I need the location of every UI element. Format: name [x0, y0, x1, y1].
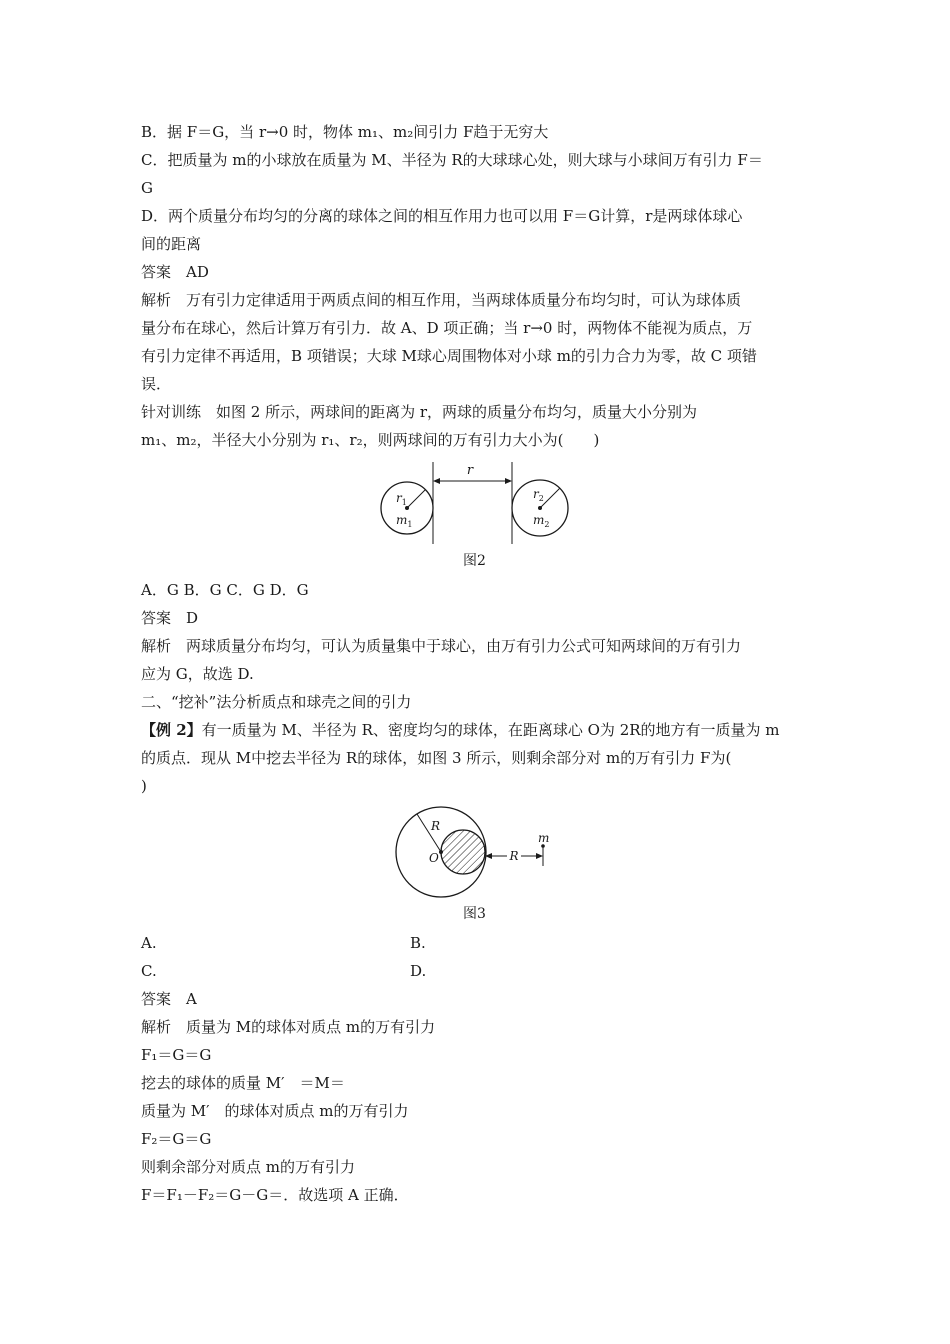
analysis-3-line-4: 质量为 M′ 的球体对质点 m的万有引力 — [141, 1102, 409, 1120]
analysis-3-line-6: 则剩余部分对质点 m的万有引力 — [141, 1158, 355, 1176]
analysis-1-line-2: 量分布在球心，然后计算万有引力．故 A、D 项正确；当 r→0 时，两物体不能视为质点，万 — [141, 319, 753, 337]
analysis-3-line-3: 挖去的球体的质量 M′ ＝M＝ — [141, 1074, 345, 1092]
option-d-text: D．两个质量分布均匀的分离的球体之间的相互作用力也可以用 F＝G计算，r是两球体球心 — [141, 207, 743, 225]
arrowhead-left — [433, 478, 440, 484]
label-r1: $r_1$ — [396, 491, 407, 507]
cavity-sphere — [441, 830, 485, 874]
example-2-line-3: ) — [141, 777, 147, 795]
option-c-text: C．把质量为 m的小球放在质量为 M、半径为 R的大球球心处，则大球与小球间万有引力 F＝ — [141, 151, 763, 169]
analysis-2-line-1: 解析 两球质量分布均匀，可认为质量集中于球心，由万有引力公式可知两球间的万有引力 — [141, 637, 742, 655]
analysis-2-line-2: 应为 G，故选 D. — [141, 665, 254, 683]
answer-3: 答案 A — [141, 990, 197, 1008]
section-heading-2: 二、“挖补”法分析质点和球壳之间的引力 — [141, 693, 412, 711]
label-m: m — [538, 831, 550, 845]
example-2-line-1 — [141, 720, 780, 740]
label-m2: $m_2$ — [533, 513, 550, 529]
label-m1: $m_1$ — [396, 513, 413, 529]
example-2-line-2: 的质点．现从 M中挖去半径为 R的球体，如图 3 所示，则剩余部分对 m的万有引力 F为( — [141, 749, 732, 767]
analysis-1-line-3: 有引力定律不再适用，B 项错误；大球 M球心周围物体对小球 m的引力合力为零，故 C 项错 — [141, 347, 757, 365]
analysis-1-line-1: 解析 万有引力定律适用于两质点间的相互作用，当两球体质量分布均匀时，可认为球体质 — [141, 291, 742, 309]
answer-2: 答案 D — [141, 609, 199, 627]
option-b-text: B．据 F＝G，当 r→0 时，物体 m₁、m₂间引力 F趋于无穷大 — [141, 123, 549, 141]
option-c-text-cont: G — [141, 179, 153, 197]
figure-3-caption: 图3 — [463, 906, 486, 922]
option-d-text-cont: 间的距离 — [141, 235, 202, 253]
example-2-tag: 【例 2】 — [141, 721, 202, 739]
label-r2: $r_2$ — [533, 487, 544, 503]
answer-1: 答案 AD — [141, 263, 209, 281]
figure-2 — [370, 458, 585, 548]
analysis-3-line-1: 解析 质量为 M的球体对质点 m的万有引力 — [141, 1018, 436, 1036]
figure-3 — [395, 800, 555, 900]
formula-f-final: F＝F₁－F₂＝G－G＝．故选项 A 正确． — [141, 1186, 409, 1204]
label-r: r — [466, 463, 474, 478]
option-d: D. — [410, 962, 427, 980]
option-a: A. — [141, 934, 157, 952]
arrowhead-right — [505, 478, 512, 484]
figure-2-caption: 图2 — [463, 553, 486, 569]
formula-f2: F₂＝G＝G — [141, 1130, 212, 1148]
option-c: C. — [141, 962, 157, 980]
example-2-text-1: 有一质量为 M、半径为 R、密度均匀的球体，在距离球心 O为 2R的地方有一质量为 m — [201, 721, 780, 739]
label-R-top: R — [431, 819, 441, 833]
practice-line-1: 针对训练 如图 2 所示，两球间的距离为 r，两球的质量分布均匀，质量大小分别为 — [141, 403, 698, 421]
label-O: O — [429, 851, 439, 865]
arrowhead-right — [536, 853, 543, 859]
analysis-1-line-4: 误． — [141, 375, 172, 393]
practice-line-2: m₁、m₂，半径大小分别为 r₁、r₂，则两球间的万有引力大小为( ) — [141, 431, 600, 449]
formula-f1: F₁＝G＝G — [141, 1046, 212, 1064]
label-R-right: R — [509, 849, 519, 863]
practice-options: A．G B．G C．G D．G — [141, 581, 309, 599]
radius-1 — [407, 490, 425, 508]
option-b: B. — [410, 934, 426, 952]
